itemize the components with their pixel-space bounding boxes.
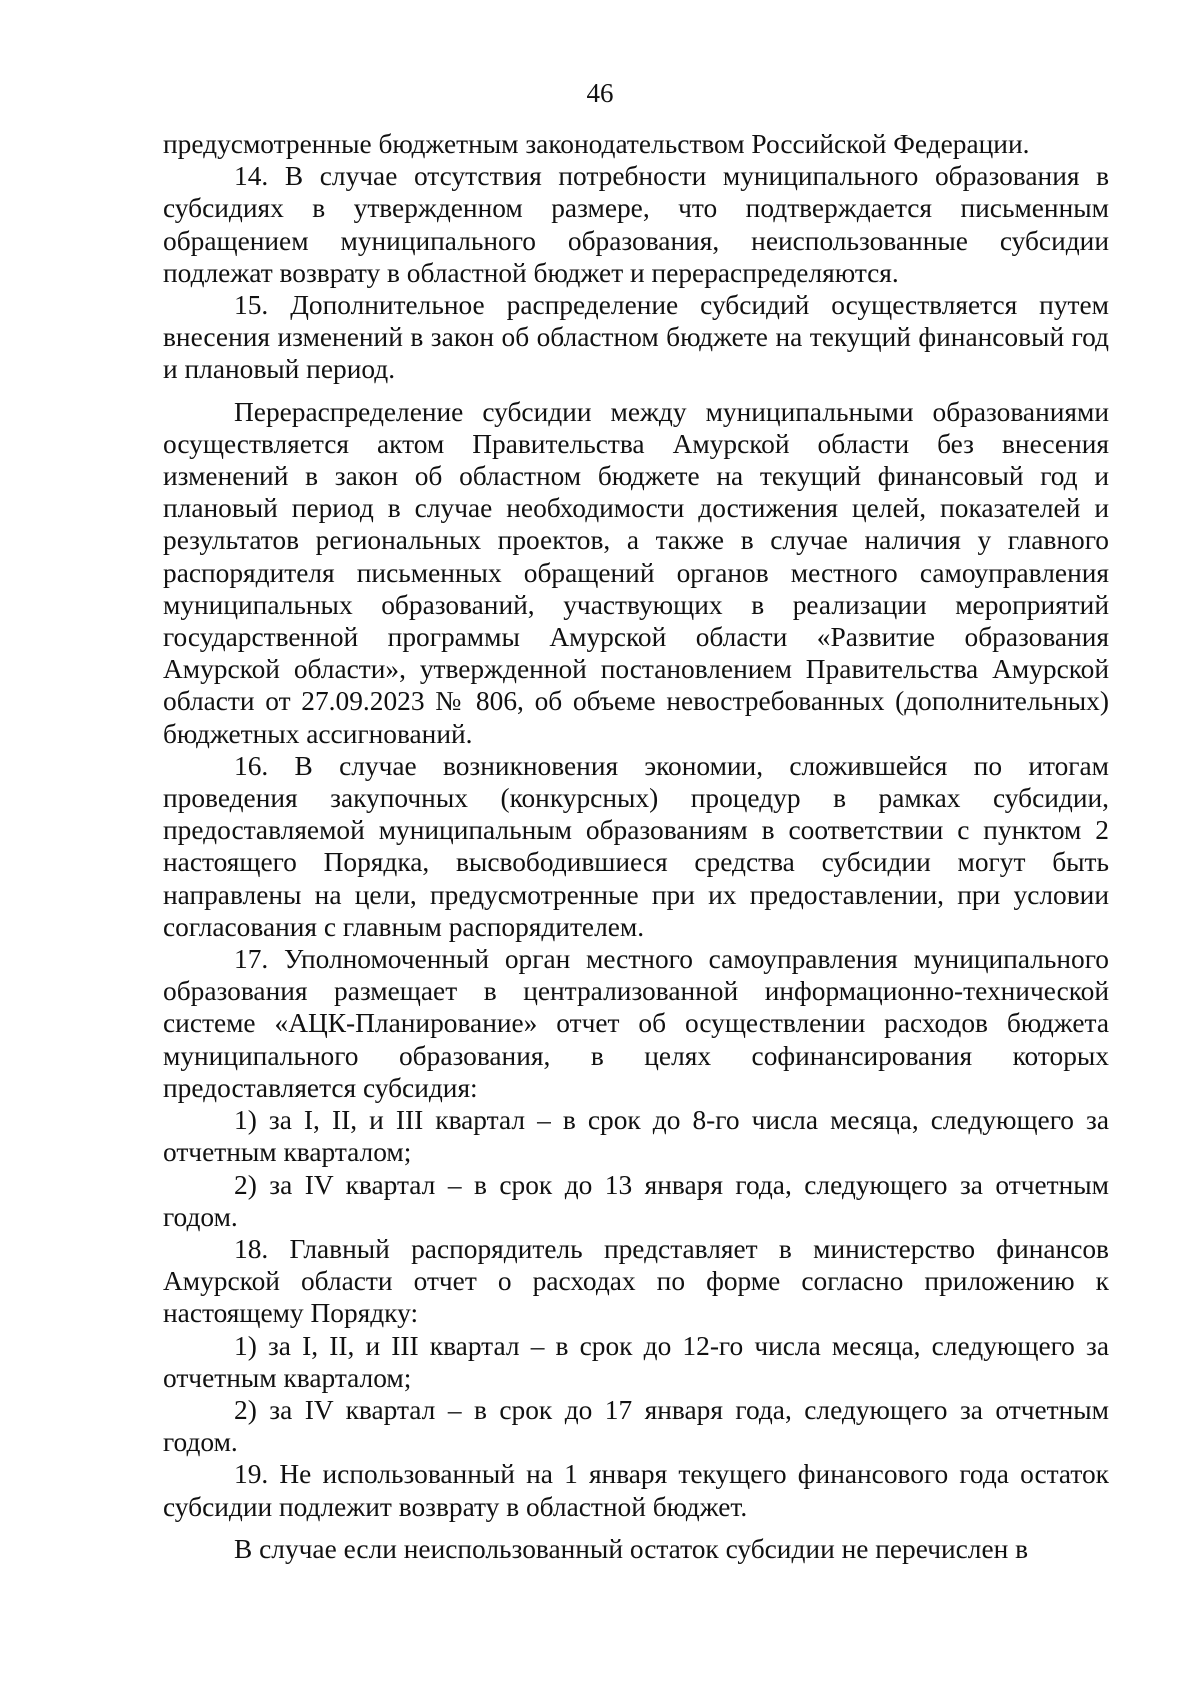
paragraph-18-item-1: 1) за I, II, и III квартал – в срок до 12-го числа месяца, следующего за отчетным кварталом; bbox=[163, 1330, 1109, 1393]
document-body bbox=[163, 128, 1109, 1565]
paragraph-18-item-2: 2) за IV квартал – в срок до 17 января года, следующего за отчетным годом. bbox=[163, 1394, 1109, 1458]
paragraph-14: 14. В случае отсутствия потребности муниципального образования в субсидиях в утвержденном размере, что подтверждается письменным обращением муниципального образования, неиспользованные субсидии подлежат возврату в областной бюджет и перераспределяются. bbox=[163, 161, 1109, 288]
paragraph-18: 18. Главный распорядитель представляет в министерство финансов Амурской области отчет о расходах по форме согласно приложению к настоящему Порядку: bbox=[163, 1233, 1109, 1329]
paragraph-redistribution: Перераспределение субсидии между муниципальными образованиями осуществляется актом Правительства Амурской области без внесения изменений в закон об областном бюджете на текущий финансовый год и плановый период в случае необходимости достижения целей, показателей и результатов региональных проектов, а также в случае наличия у главного распорядителя письменных обращений органов местного самоуправления муниципальных образований, участвующих в реализации мероприятий государственной программы Амурской области «Развитие образования Амурской области», утвержденной постановлением Правительства Амурской области от 27.09.2023 № 806, об объеме невостребованных (дополнительных) бюджетных ассигнований. bbox=[163, 396, 1109, 749]
paragraph-continuation: предусмотренные бюджетным законодательством Российской Федерации. bbox=[163, 129, 1030, 159]
paragraph-unused-balance: В случае если неиспользованный остаток субсидии не перечислен в bbox=[234, 1533, 1029, 1564]
paragraph-16: 16. В случае возникновения экономии, сложившейся по итогам проведения закупочных (конкурсных) процедур в рамках субсидии, предоставляемой муниципальным образованиям в соответствии с пунктом 2 настоящего Порядка, высвободившиеся средства субсидии могут быть направлены на цели, предусмотренные при их предоставлении, при условии согласования с главным распорядителем. bbox=[163, 750, 1109, 942]
paragraph-17: 17. Уполномоченный орган местного самоуправления муниципального образования размещает в централизованной информационно-технической системе «АЦК-Планирование» отчет об осуществлении расходов бюджета муниципального образования, в целях софинансирования которых предоставляется субсидия: bbox=[163, 944, 1109, 1103]
paragraph-19: 19. Не использованный на 1 января текущего финансового года остаток субсидии подлежит возврату в областной бюджет. bbox=[163, 1459, 1109, 1522]
paragraph-17-item-2: 2) за IV квартал – в срок до 13 января года, следующего за отчетным годом. bbox=[163, 1169, 1109, 1232]
page-number: 46 bbox=[586, 78, 614, 108]
paragraph-17-item-1: 1) за I, II, и III квартал – в срок до 8-го числа месяца, следующего за отчетным кварталом; bbox=[163, 1105, 1109, 1168]
paragraph-15: 15. Дополнительное распределение субсидий осуществляется путем внесения изменений в закон об областном бюджете на текущий финансовый год и плановый период. bbox=[163, 290, 1109, 385]
